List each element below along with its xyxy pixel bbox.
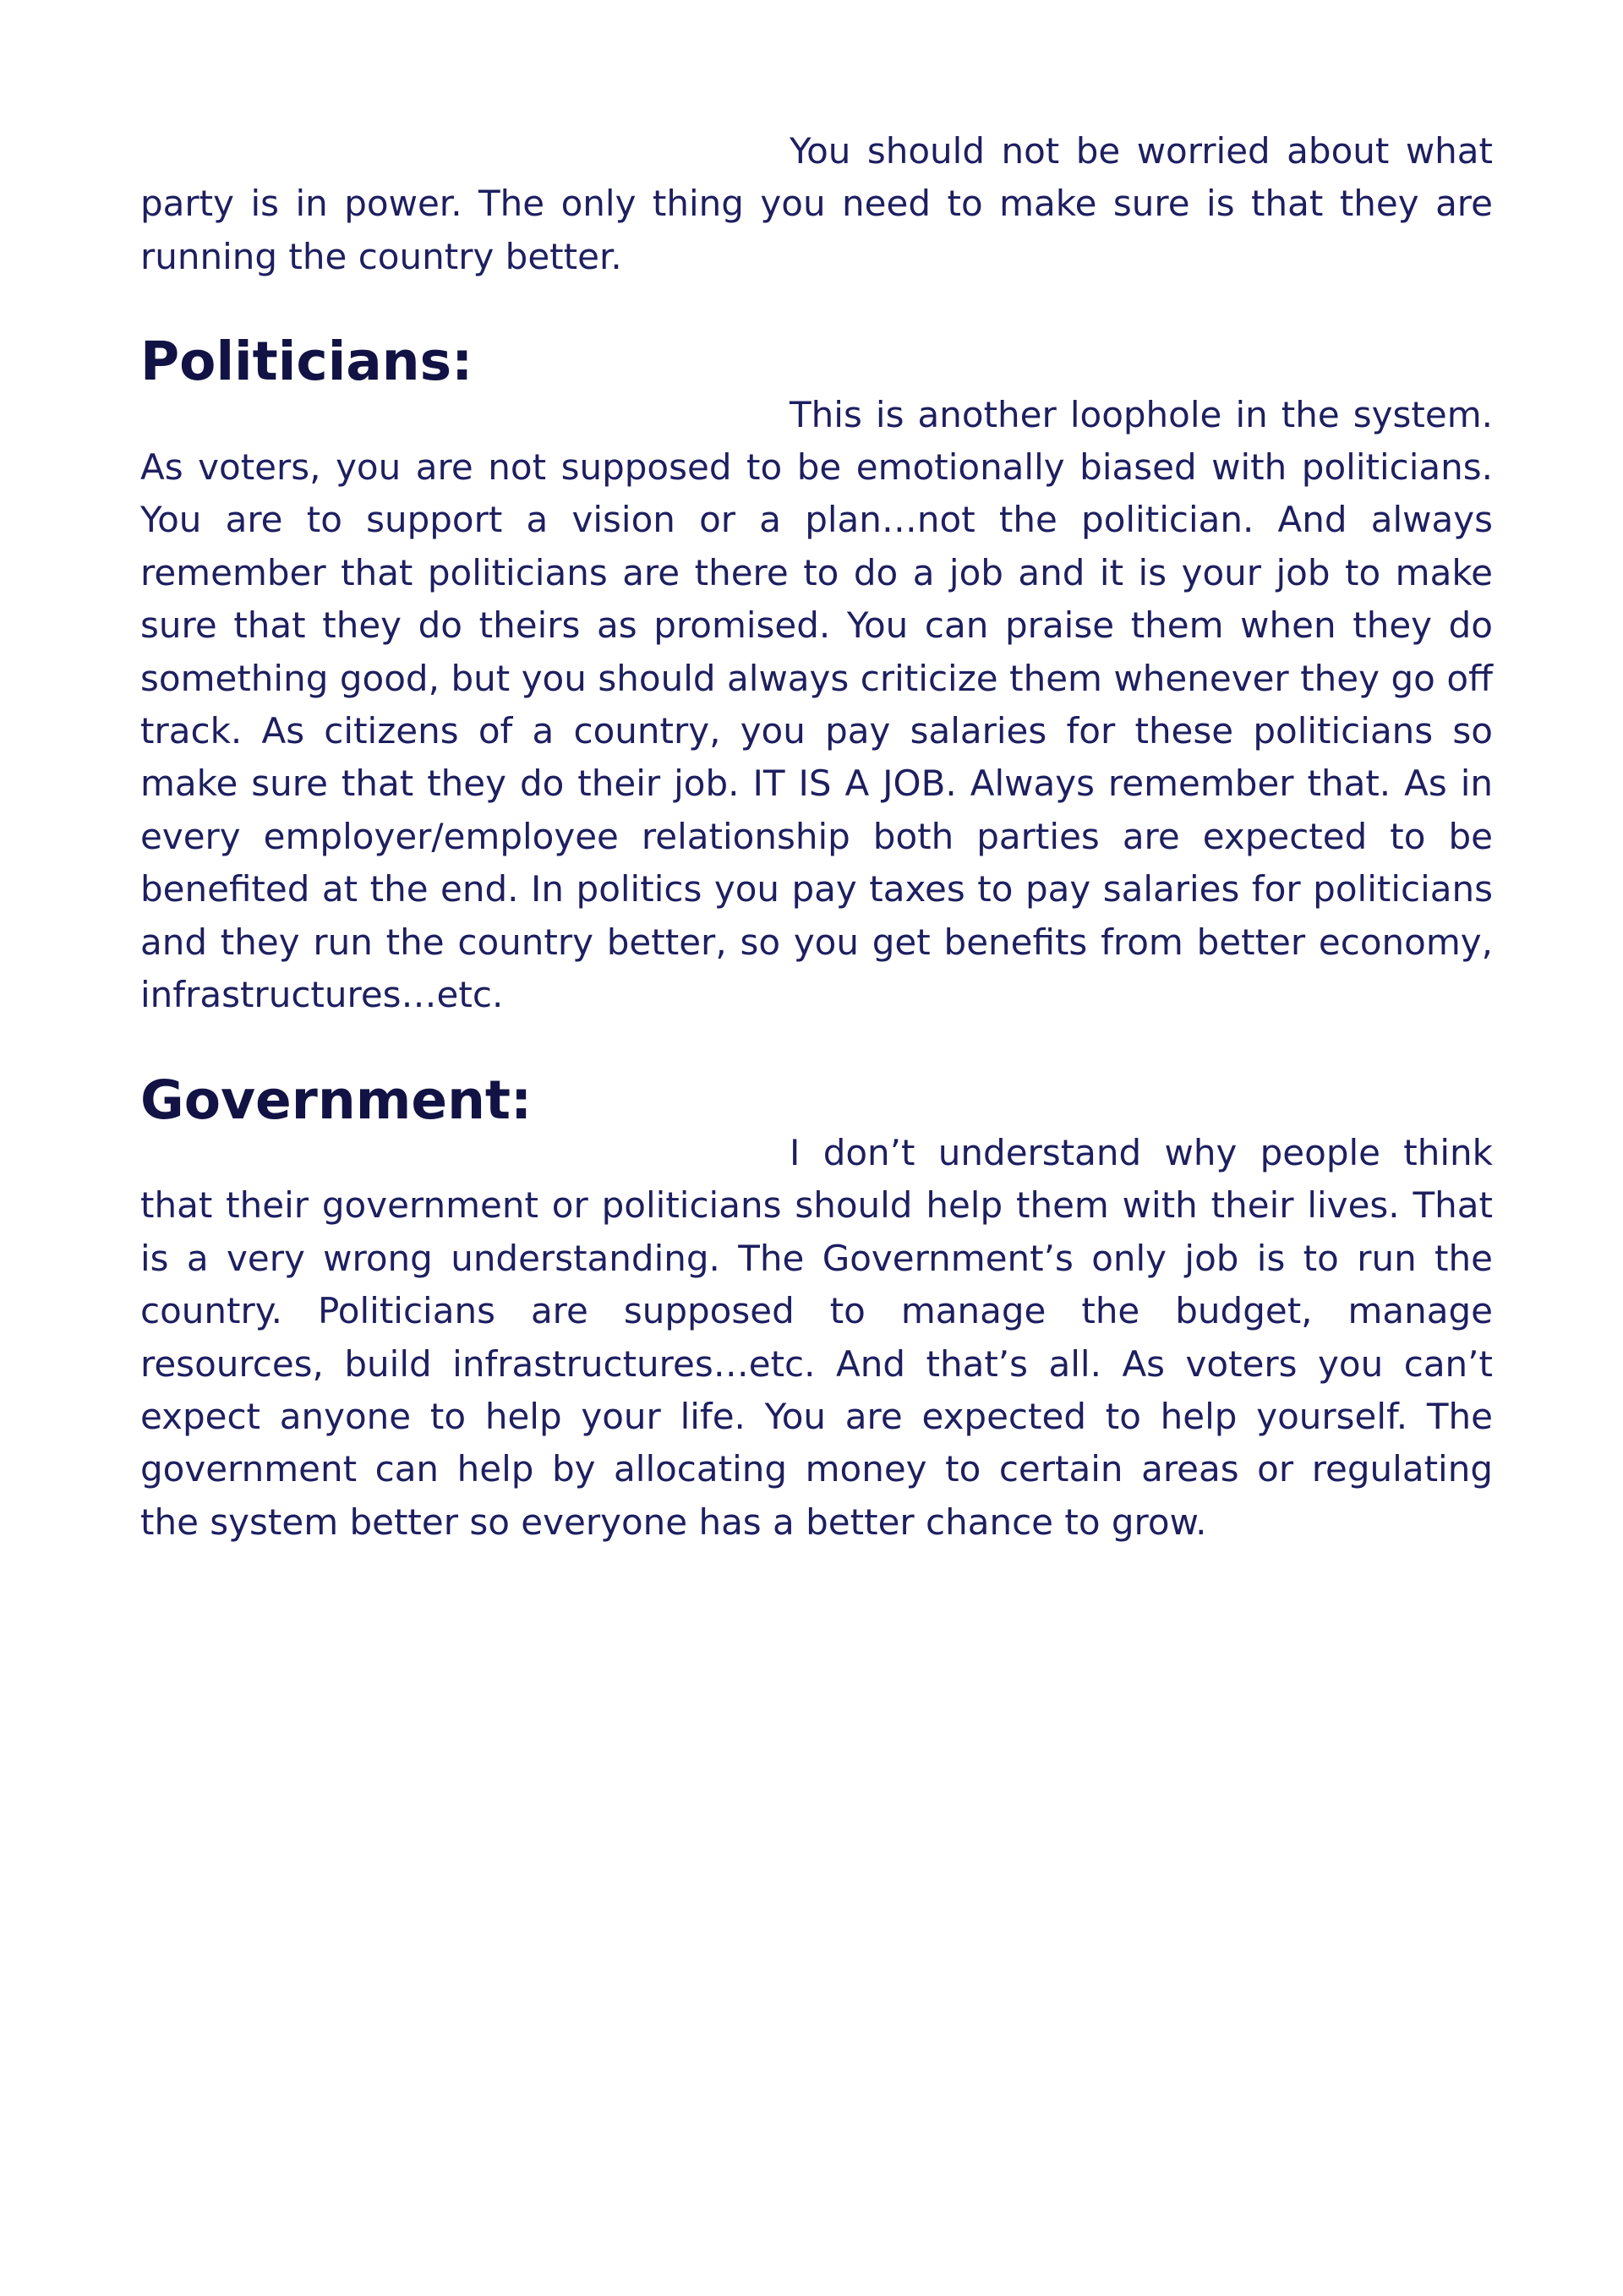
section-heading-government: Government:	[140, 1069, 533, 1131]
section-body-politicians: This is another loophole in the system. As voters, you are not supposed to be emotionally biased with politicians. You are to support a vision or a plan…not the politician. And always remember that politicians are there to do a job and it is your job to make sure that they do theirs as promised. You can praise them when they do something good, but you should always criticize them whenever they go off track. As citizens of a country, you pay salaries for these politicians so make sure that they do their job. IT IS A JOB. Always remember that. As in every employer/employee relationship both parties are expected to be benefited at the end. In politics you pay taxes to pay salaries for politicians and they run the country better, so you get benefits from better economy, infrastructures…etc.	[140, 393, 1493, 1016]
intro-paragraph: You should not be worried about what party is in power. The only thing you need to make sure is that they are running the country better.	[140, 130, 1493, 277]
section-body-government: I don’t understand why people think that their government or politicians should help them with their lives. That is a very wrong understanding. The Government’s only job is to run the country. Politicians are supposed to manage the budget, manage resources, build infrastructures…etc. And that’s all. As voters you can’t expect anyone to help your life. You are expected to help yourself. The government can help by allocating money to certain areas or regulating the system better so everyone has a better chance to grow.	[140, 1131, 1493, 1543]
section-heading-politicians: Politicians:	[140, 331, 473, 393]
document-body	[140, 125, 1493, 1549]
